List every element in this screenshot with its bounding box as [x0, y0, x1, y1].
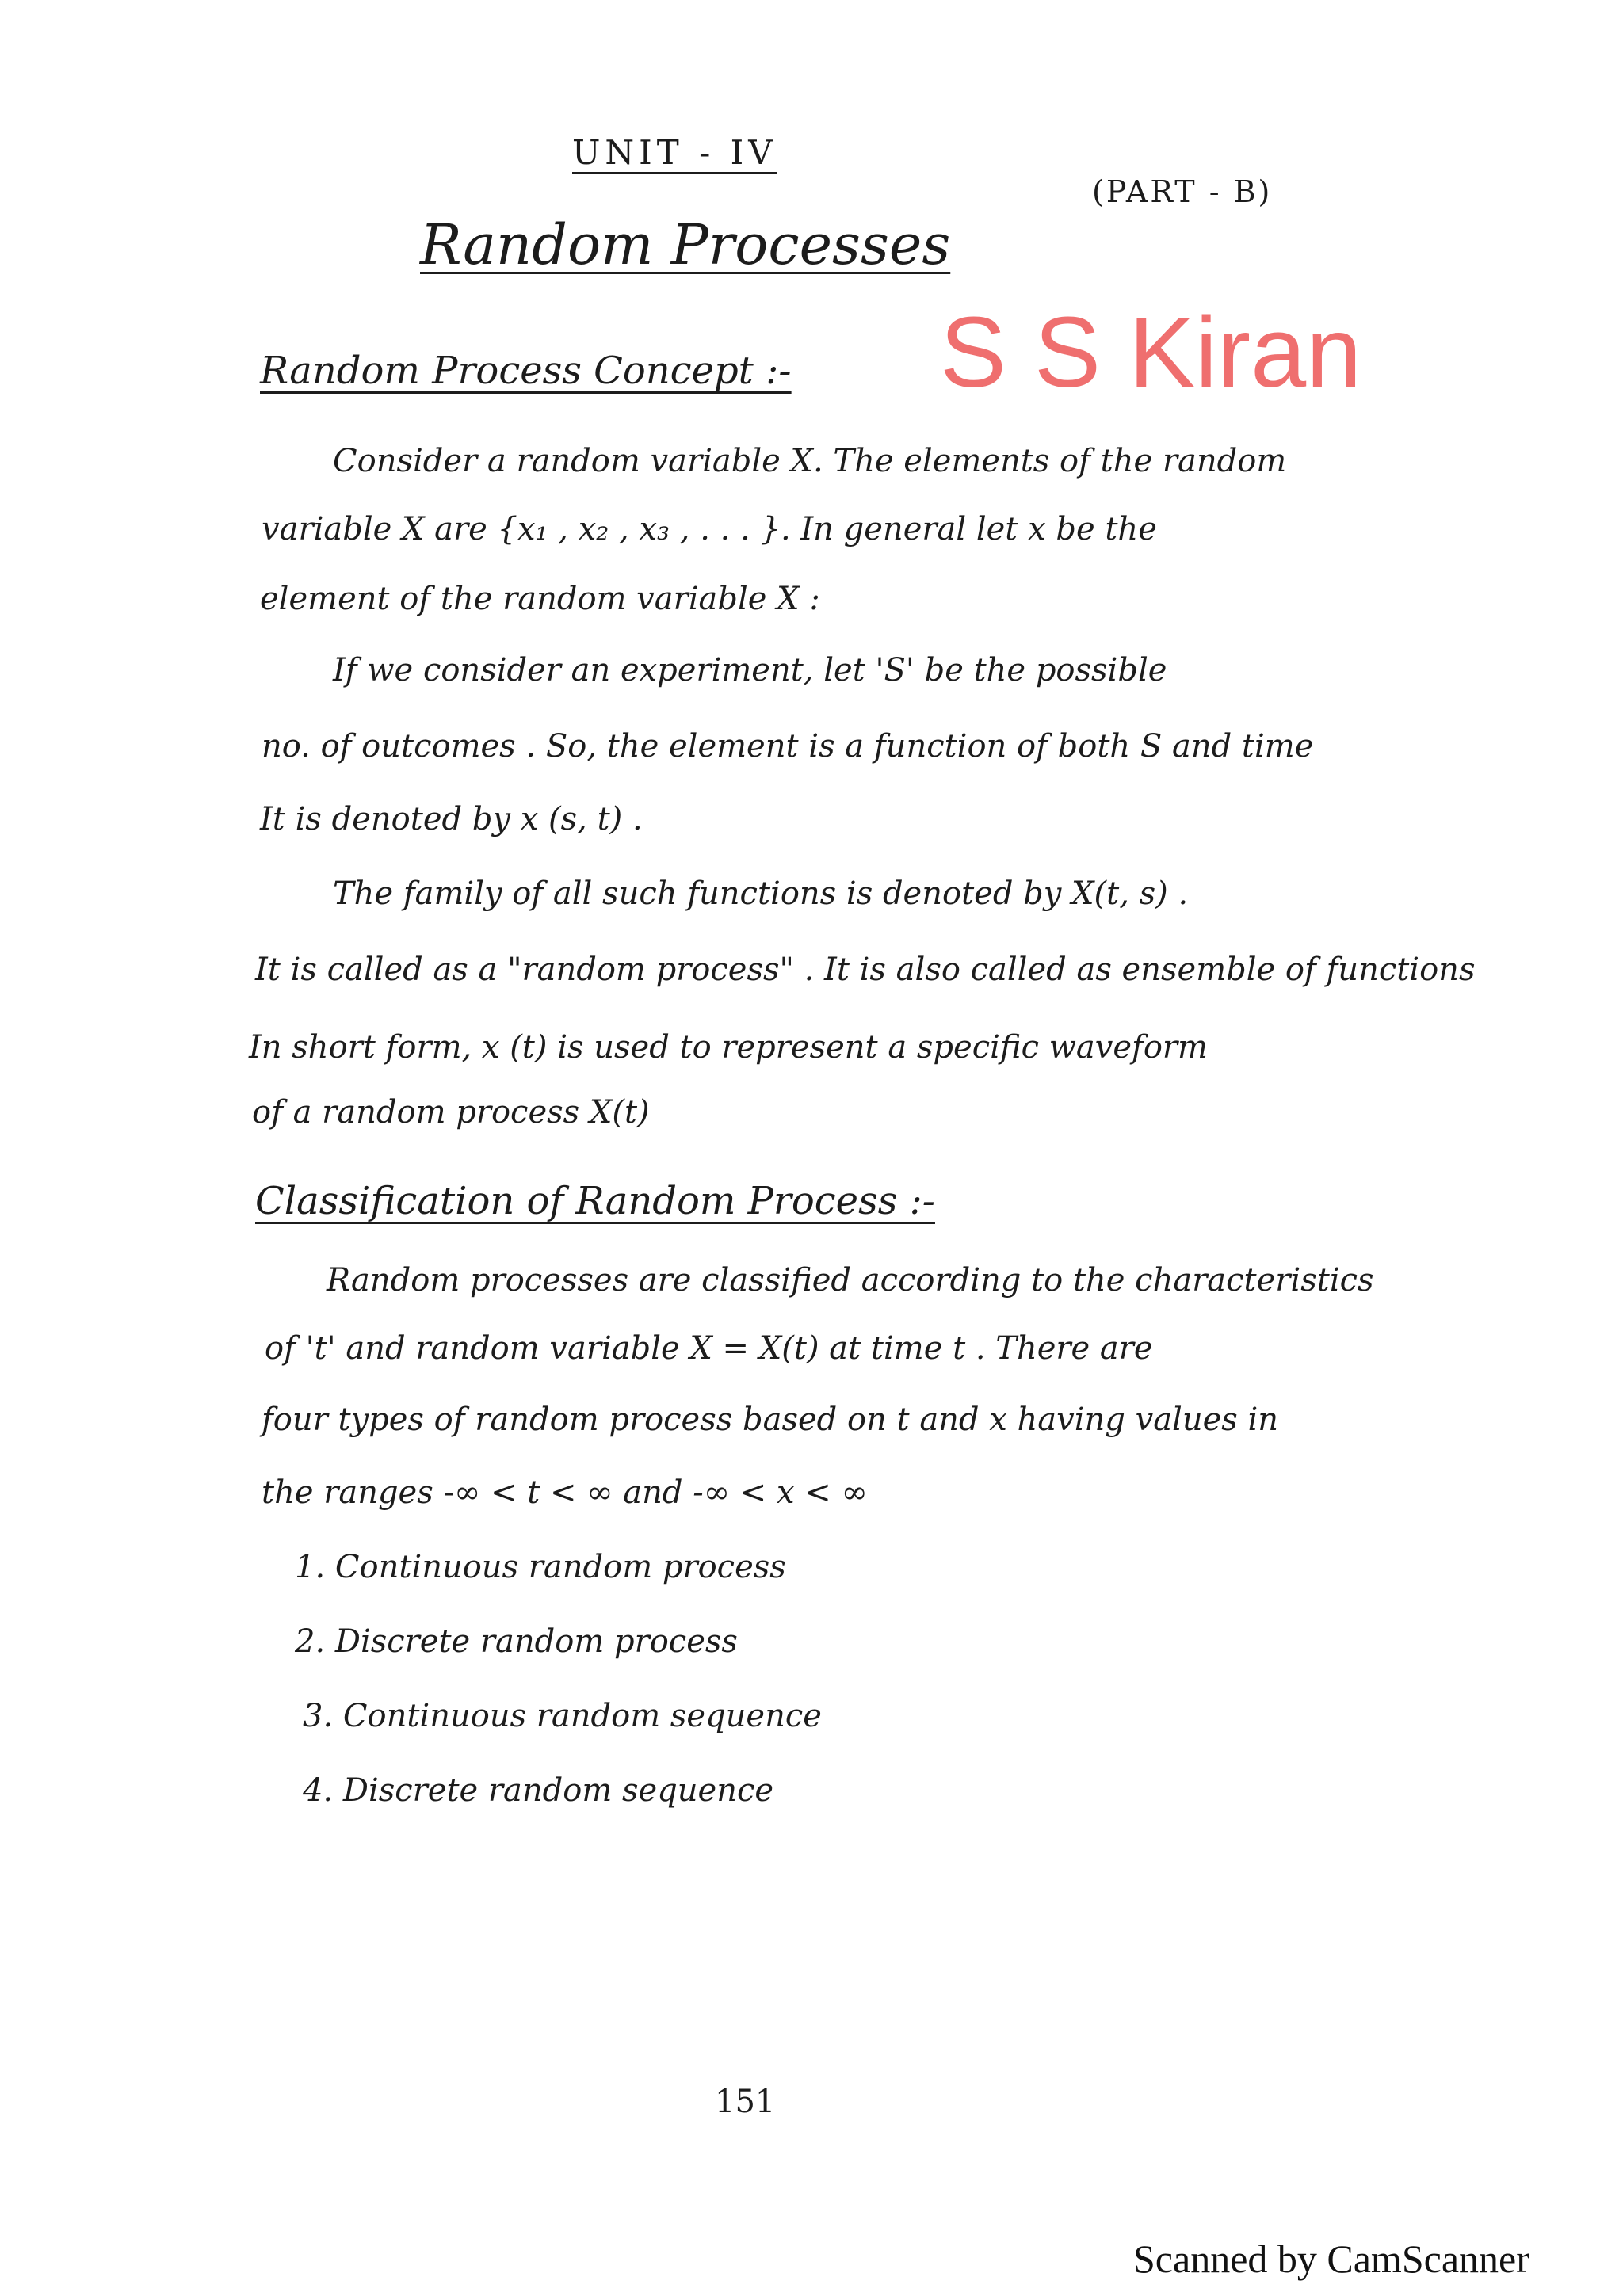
text-line: If we consider an experiment, let 'S' be the possible [333, 652, 1167, 688]
text-line: of 't' and random variable X = X(t) at time t . There are [265, 1330, 1153, 1367]
section-heading-concept: Random Process Concept :- [260, 349, 792, 393]
scanner-footer: Scanned by CamScanner [1133, 2237, 1529, 2281]
text-line: no. of outcomes . So, the element is a function of both S and time [262, 728, 1314, 765]
page-title: Random Processes [420, 212, 951, 277]
list-item: 2. Discrete random process [295, 1623, 738, 1660]
unit-label: UNIT - IV [572, 133, 777, 172]
text-line: of a random process X(t) [252, 1094, 650, 1131]
text-line: element of the random variable X : [260, 581, 820, 617]
text-line: four types of random process based on t and x having values in [262, 1402, 1279, 1438]
list-item: 1. Continuous random process [295, 1549, 786, 1585]
text-line: the ranges -∞ < t < ∞ and -∞ < x < ∞ [262, 1474, 868, 1511]
page-number: 151 [715, 2084, 776, 2120]
text-line: Random processes are classified according to the characteristics [327, 1262, 1374, 1299]
text-line: Consider a random variable X. The elements of the random [333, 443, 1287, 479]
text-line: It is denoted by x (s, t) . [260, 801, 643, 837]
text-line: variable X are {x₁ , x₂ , x₃ , . . . }. In general let x be the [262, 511, 1157, 547]
text-line: It is called as a "random process" . It is also called as ensemble of functions [255, 952, 1476, 988]
text-line: The family of all such functions is denoted by X(t, s) . [333, 875, 1189, 912]
text-line: In short form, x (t) is used to represent a specific waveform [249, 1029, 1208, 1066]
list-item: 3. Continuous random sequence [303, 1698, 822, 1734]
list-item: 4. Discrete random sequence [303, 1772, 774, 1809]
section-heading-classification: Classification of Random Process :- [255, 1179, 935, 1223]
watermark: S S Kiran [940, 296, 1362, 408]
part-label: (PART - B) [1092, 174, 1273, 209]
